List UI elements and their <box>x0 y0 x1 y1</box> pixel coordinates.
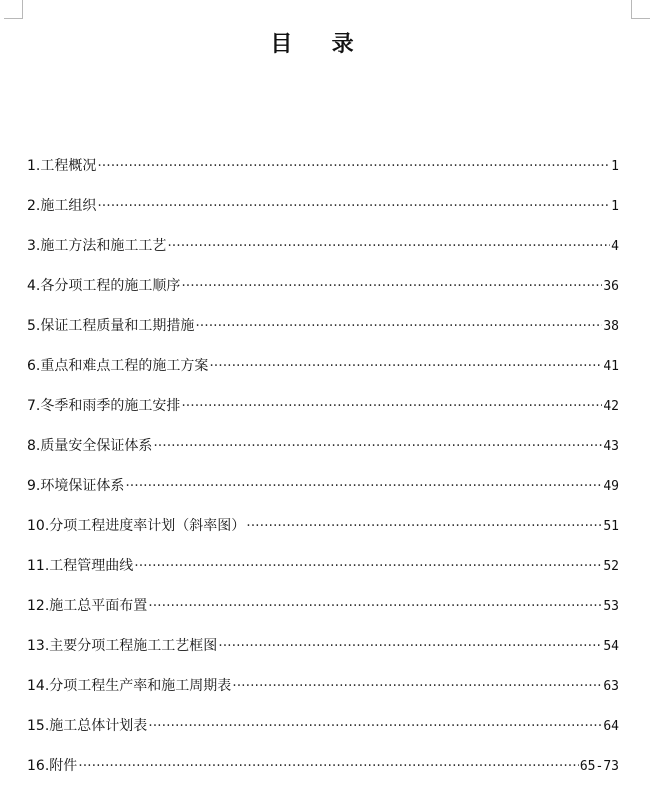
toc-label: 9.环境保证体系 <box>27 478 125 494</box>
toc-page-number: 36 <box>603 279 619 294</box>
table-of-contents <box>27 155 619 795</box>
toc-label: 15.施工总体计划表 <box>27 718 148 734</box>
dot-leader <box>246 515 602 537</box>
toc-page-number: 64 <box>603 719 619 734</box>
toc-label: 5.保证工程质量和工期措施 <box>27 318 195 334</box>
toc-page-number: 53 <box>603 599 619 614</box>
dot-leader <box>181 395 602 417</box>
toc-item <box>27 475 619 515</box>
toc-item <box>27 595 619 635</box>
toc-page-number: 1 <box>611 159 619 174</box>
toc-item <box>27 275 619 315</box>
toc-item <box>27 155 619 195</box>
toc-item <box>27 315 619 355</box>
toc-label: 4.各分项工程的施工顺序 <box>27 278 181 294</box>
toc-page-number: 41 <box>603 359 619 374</box>
toc-item <box>27 195 619 235</box>
toc-label: 2.施工组织 <box>27 198 97 214</box>
dot-leader <box>134 555 602 577</box>
toc-item <box>27 395 619 435</box>
toc-page-number: 63 <box>603 679 619 694</box>
toc-item <box>27 555 619 595</box>
toc-page-number: 42 <box>603 399 619 414</box>
toc-page-number: 51 <box>603 519 619 534</box>
toc-label: 11.工程管理曲线 <box>27 558 134 574</box>
toc-label: 13.主要分项工程施工工艺框图 <box>27 638 218 654</box>
dot-leader <box>78 755 579 777</box>
dot-leader <box>181 275 602 297</box>
toc-page-number: 43 <box>603 439 619 454</box>
toc-label: 12.施工总平面布置 <box>27 598 148 614</box>
toc-item <box>27 715 619 755</box>
dot-leader <box>153 435 602 457</box>
toc-label: 1.工程概况 <box>27 158 97 174</box>
dot-leader <box>125 475 602 497</box>
toc-page-number: 52 <box>603 559 619 574</box>
dot-leader <box>232 675 602 697</box>
page-corner-mark-left <box>4 0 23 19</box>
page-title: 目 录 <box>270 31 362 57</box>
dot-leader <box>167 235 610 257</box>
toc-label: 7.冬季和雨季的施工安排 <box>27 398 181 414</box>
toc-page-number: 38 <box>603 319 619 334</box>
toc-page-number: 4 <box>611 239 619 254</box>
dot-leader <box>97 155 610 177</box>
dot-leader <box>218 635 602 657</box>
toc-page-number: 54 <box>603 639 619 654</box>
toc-page-number: 49 <box>603 479 619 494</box>
toc-label: 14.分项工程生产率和施工周期表 <box>27 678 232 694</box>
dot-leader <box>209 355 602 377</box>
toc-item <box>27 675 619 715</box>
toc-page-number: 65-73 <box>579 759 619 774</box>
toc-page-number: 1 <box>611 199 619 214</box>
toc-label: 8.质量安全保证体系 <box>27 438 153 454</box>
toc-item <box>27 355 619 395</box>
page-corner-mark-right <box>631 0 650 19</box>
toc-item <box>27 755 619 795</box>
toc-item <box>27 515 619 555</box>
toc-item <box>27 635 619 675</box>
toc-item <box>27 435 619 475</box>
dot-leader <box>148 595 602 617</box>
toc-label: 6.重点和难点工程的施工方案 <box>27 358 209 374</box>
toc-label: 3.施工方法和施工工艺 <box>27 238 167 254</box>
dot-leader <box>195 315 602 337</box>
toc-item <box>27 235 619 275</box>
dot-leader <box>148 715 602 737</box>
dot-leader <box>97 195 610 217</box>
toc-label: 10.分项工程进度率计划（斜率图） <box>27 518 246 534</box>
toc-label: 16.附件 <box>27 758 78 774</box>
